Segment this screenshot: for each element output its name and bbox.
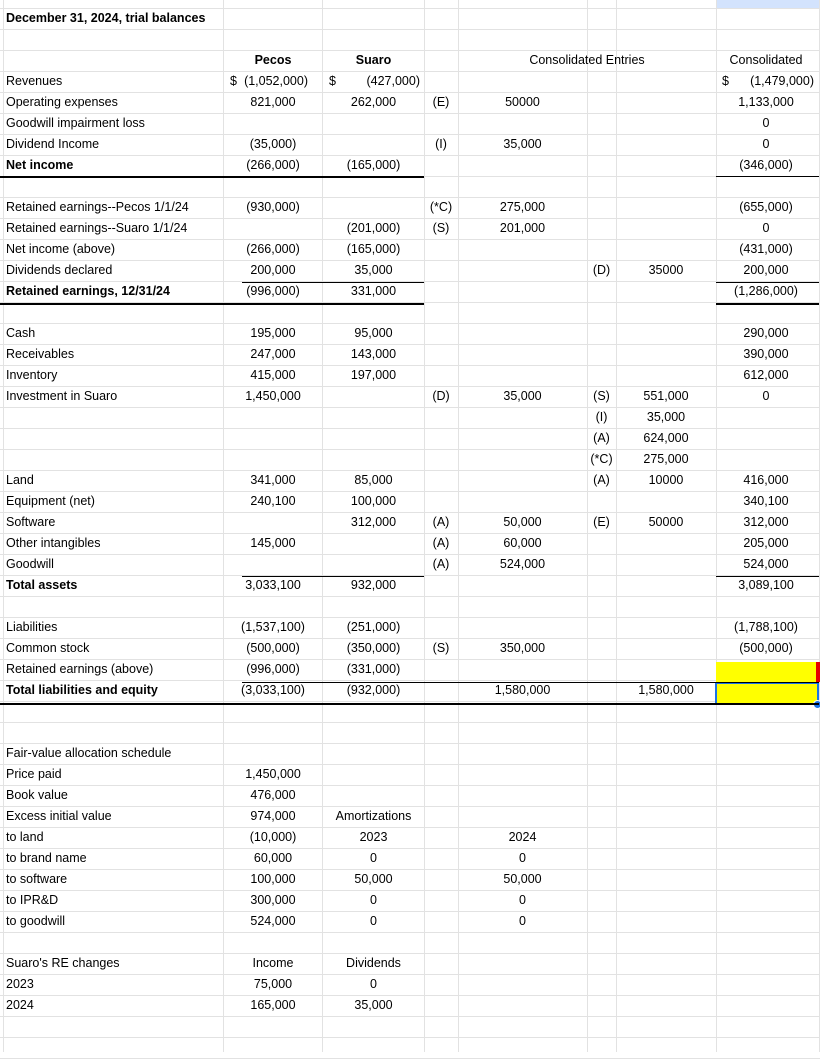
consolidated-value[interactable]: 205,000 [743,536,789,550]
cell-value[interactable]: (1,537,100) [241,620,305,634]
currency-sign[interactable]: $ [722,74,729,88]
entry-code[interactable]: (*C) [429,200,453,214]
cell-value[interactable]: 50,000 [354,872,393,886]
cell-value[interactable]: 197,000 [350,368,397,382]
cell-value[interactable]: (500,000) [246,641,300,655]
entry-code[interactable]: (I) [435,137,447,151]
cell-value[interactable]: 821,000 [250,95,296,109]
cell-value[interactable]: 60,000 [253,851,293,865]
row-label-investment[interactable]: Investment in Suaro [6,389,118,403]
re-changes-title[interactable]: Suaro's RE changes [6,956,120,970]
consolidated-value[interactable]: (1,788,100) [734,620,798,634]
year-2023-header[interactable]: 2023 [359,830,388,844]
row-label-total-le[interactable]: Total liabilities and equity [6,683,158,697]
debit-value[interactable]: 350,000 [499,641,546,655]
cell-value[interactable]: (930,000) [246,200,300,214]
entry-code[interactable]: (A) [432,557,450,571]
row-label-re-above[interactable]: Retained earnings (above) [6,662,154,676]
row-label-common-stock[interactable]: Common stock [6,641,90,655]
cell-value[interactable]: (266,000) [246,242,300,256]
grid-column-line [3,0,4,1052]
consolidated-value[interactable]: 612,000 [743,368,789,382]
debit-value[interactable]: 35,000 [503,389,542,403]
consolidated-value[interactable]: 0 [762,137,770,151]
cell-value[interactable]: 0 [519,893,526,907]
consolidated-value[interactable]: 0 [762,221,770,235]
cell-value[interactable]: (251,000) [346,620,401,634]
entry-code[interactable]: (S) [432,641,450,655]
row-label-liabilities[interactable]: Liabilities [6,620,58,634]
cell-value[interactable]: (10,000) [249,830,297,844]
debit-total[interactable]: 1,580,000 [494,683,551,697]
header-pecos[interactable]: Pecos [254,53,292,67]
entry-code[interactable]: (D) [592,263,611,277]
fv-row-label[interactable]: to goodwill [6,914,66,928]
cell-value[interactable]: 524,000 [250,914,296,928]
cell-value[interactable]: (266,000) [246,158,300,172]
row-label-net-income-above[interactable]: Net income (above) [6,242,116,256]
row-label-other-intangibles[interactable]: Other intangibles [6,536,101,550]
consolidated-value[interactable]: 3,089,100 [738,578,794,592]
entry-code[interactable]: (E) [432,95,450,109]
cell-value[interactable]: 0 [519,851,526,865]
row-label-revenues[interactable]: Revenues [6,74,63,88]
cell-value[interactable]: 476,000 [250,788,296,802]
entry-code[interactable]: (I) [595,410,608,424]
re-year-label[interactable]: 2024 [6,998,34,1012]
assets-subtotal-rule [242,576,424,577]
credit-total[interactable]: 1,580,000 [638,683,694,697]
row-label-receivables[interactable]: Receivables [6,347,75,361]
cell-value[interactable]: 143,000 [350,347,397,361]
cell-value[interactable]: 932,000 [350,578,397,592]
cell-value[interactable]: 1,450,000 [245,767,301,781]
cell-value[interactable]: 415,000 [250,368,296,382]
debit-value[interactable]: 275,000 [499,200,546,214]
consolidated-value[interactable]: 312,000 [743,515,789,529]
cell-value[interactable]: 50,000 [503,872,542,886]
consolidated-value[interactable]: (1,286,000) [734,284,798,298]
cell-value[interactable]: 3,033,100 [245,578,301,592]
grid-row-line [0,596,820,597]
grid-row-line [0,932,820,933]
year-2024-header[interactable]: 2024 [508,830,537,844]
highlighted-cell [716,662,818,683]
grid-column-line [223,0,224,1052]
entry-code[interactable]: (*C) [590,452,613,466]
cell-value[interactable]: (996,000) [246,284,300,298]
cell-value[interactable]: (350,000) [346,641,401,655]
cell-comment-marker [816,662,820,682]
cell-value[interactable]: 0 [370,914,377,928]
row-label-net-income[interactable]: Net income [6,158,74,172]
row-label-re-suaro[interactable]: Retained earnings--Suaro 1/1/24 [6,221,188,235]
re-subtotal-rule-cons [716,282,819,283]
debit-value[interactable]: 35,000 [503,137,542,151]
fv-row-label[interactable]: Excess initial value [6,809,112,823]
cell-value[interactable]: (35,000) [249,137,297,151]
credit-value[interactable]: 275,000 [643,452,689,466]
amortizations-header[interactable]: Amortizations [335,809,412,823]
grid-row-line [0,29,820,30]
active-cell-selection[interactable] [715,682,819,705]
re-income-header[interactable]: Income [252,956,294,970]
credit-value[interactable]: 35000 [648,263,684,277]
cell-value[interactable]: 0 [370,851,377,865]
fv-row-label[interactable]: to IPR&D [6,893,59,907]
entry-code[interactable]: (A) [432,515,450,529]
cell-value[interactable]: (996,000) [246,662,300,676]
grid-row-line [0,1037,820,1038]
cell-value[interactable]: (331,000) [346,662,401,676]
row-label-goodwill[interactable]: Goodwill [6,557,54,571]
row-label-re-pecos[interactable]: Retained earnings--Pecos 1/1/24 [6,200,189,214]
consolidated-value[interactable]: 0 [762,116,770,130]
cell-value[interactable]: 35,000 [354,998,393,1012]
entry-code[interactable]: (E) [593,515,610,529]
consolidated-value[interactable]: 340,100 [743,494,789,508]
fv-schedule-title[interactable]: Fair-value allocation schedule [6,746,172,760]
credit-value[interactable]: 551,000 [643,389,689,403]
entry-code[interactable]: (S) [593,389,610,403]
row-label-re-end[interactable]: Retained earnings, 12/31/24 [6,284,170,298]
cell-value[interactable]: 0 [370,893,377,907]
cell-value[interactable]: 35,000 [354,263,393,277]
cell-value[interactable]: (1,479,000) [750,74,814,88]
re-year-label[interactable]: 2023 [6,977,34,991]
grid-column-line [322,0,323,1052]
consolidated-value[interactable]: 524,000 [743,557,789,571]
debit-value[interactable]: 50,000 [503,515,542,529]
debit-value[interactable]: 60,000 [503,536,542,550]
cell-value[interactable]: 312,000 [350,515,397,529]
consolidated-value[interactable]: 0 [762,389,770,403]
cell-value[interactable]: 341,000 [250,473,296,487]
entry-code[interactable]: (A) [593,473,610,487]
selected-column-header[interactable] [716,0,820,8]
re-subtotal-rule [242,282,424,283]
net-income-rule-cons [716,176,819,177]
row-label-land[interactable]: Land [6,473,34,487]
le-subtotal-rule [242,682,819,683]
consolidated-value[interactable]: (431,000) [739,242,793,256]
credit-value[interactable]: 10000 [648,473,684,487]
cell-value[interactable]: 247,000 [250,347,296,361]
cell-value[interactable]: 100,000 [350,494,397,508]
cell-value[interactable]: 300,000 [250,893,296,907]
cell-value[interactable]: 262,000 [350,95,397,109]
fv-row-label[interactable]: to brand name [6,851,87,865]
cell-value[interactable]: 331,000 [350,284,397,298]
row-label-goodwill-impairment[interactable]: Goodwill impairment loss [6,116,145,130]
row-label-dividends-declared[interactable]: Dividends declared [6,263,113,277]
cell-value[interactable]: 85,000 [354,473,393,487]
credit-value[interactable]: 50000 [648,515,684,529]
credit-value[interactable]: 35,000 [646,410,686,424]
re-total-rule-cons [716,303,819,305]
consolidated-value[interactable]: (346,000) [739,158,793,172]
consolidated-value[interactable]: (500,000) [739,641,793,655]
row-label-equipment[interactable]: Equipment (net) [6,494,95,508]
net-income-rule [0,176,424,178]
fv-row-label[interactable]: Price paid [6,767,62,781]
cell-value[interactable]: 145,000 [250,536,296,550]
currency-sign[interactable]: $ [230,74,237,88]
credit-value[interactable]: 624,000 [643,431,689,445]
cell-value[interactable]: 195,000 [250,326,296,340]
cell-value[interactable]: 165,000 [250,998,296,1012]
cell-value[interactable]: (1,052,000) [244,74,308,88]
cell-value[interactable]: (201,000) [346,221,401,235]
cell-value[interactable]: 75,000 [253,977,293,991]
debit-value[interactable]: 50000 [505,95,540,109]
re-dividends-header[interactable]: Dividends [346,956,401,970]
cell-value[interactable]: 0 [519,914,526,928]
cell-value[interactable]: 100,000 [250,872,296,886]
assets-subtotal-rule-cons [716,576,819,577]
consolidated-value[interactable]: 200,000 [743,263,789,277]
cell-value[interactable]: (3,033,100) [241,683,305,697]
consolidated-value[interactable]: (655,000) [739,200,793,214]
cell-value[interactable]: (165,000) [346,158,401,172]
fv-row-label[interactable]: to land [6,830,44,844]
grid-row-line [0,722,820,723]
consolidated-value[interactable]: 290,000 [743,326,789,340]
entry-code[interactable]: (A) [432,536,450,550]
title-cell[interactable]: December 31, 2024, trial balances [6,11,206,25]
row-label-software[interactable]: Software [6,515,56,529]
cell-value[interactable]: 200,000 [250,263,296,277]
consolidated-value[interactable]: 390,000 [743,347,789,361]
cell-value[interactable]: (427,000) [366,74,420,88]
cell-value[interactable]: 974,000 [250,809,296,823]
cell-value[interactable]: (932,000) [346,683,401,697]
cell-value[interactable]: 240,100 [250,494,296,508]
consolidated-value[interactable]: 416,000 [743,473,789,487]
debit-value[interactable]: 201,000 [499,221,546,235]
re-total-rule [0,303,424,305]
entry-code[interactable]: (D) [432,389,450,403]
row-label-operating-expenses[interactable]: Operating expenses [6,95,118,109]
currency-sign[interactable]: $ [329,74,336,88]
row-label-cash[interactable]: Cash [6,326,36,340]
header-suaro[interactable]: Suaro [355,53,392,67]
cell-value[interactable]: 1,450,000 [245,389,301,403]
entry-code[interactable]: (S) [432,221,450,235]
grid-row-line [0,1016,820,1017]
header-consolidated-entries[interactable]: Consolidated Entries [529,53,645,67]
cell-value[interactable]: 95,000 [354,326,393,340]
cell-value[interactable]: (165,000) [346,242,401,256]
fv-row-label[interactable]: to software [6,872,68,886]
header-consolidated[interactable]: Consolidated [729,53,803,67]
cell-value[interactable]: 0 [370,977,377,991]
row-label-total-assets[interactable]: Total assets [6,578,78,592]
consolidated-value[interactable]: 1,133,000 [738,95,794,109]
fv-row-label[interactable]: Book value [6,788,68,802]
le-total-rule [0,703,819,705]
grid-row-line [0,701,820,702]
entry-code[interactable]: (A) [593,431,610,445]
debit-value[interactable]: 524,000 [499,557,546,571]
row-label-inventory[interactable]: Inventory [6,368,58,382]
row-label-dividend-income[interactable]: Dividend Income [6,137,100,151]
